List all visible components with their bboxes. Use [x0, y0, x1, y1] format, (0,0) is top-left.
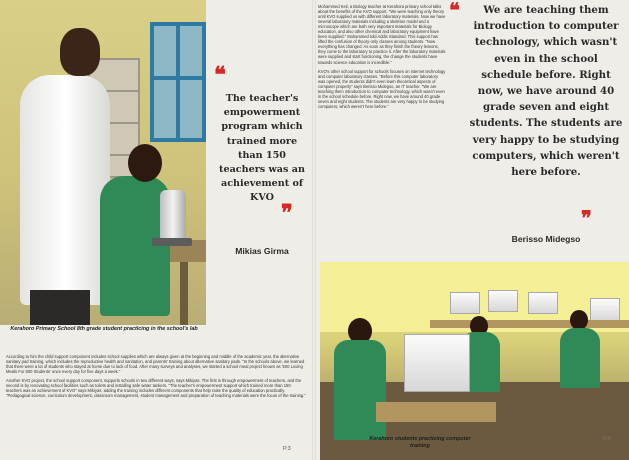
quote-open-icon: ❝	[214, 62, 226, 88]
pull-quote-right: We are teaching them introduction to computer technology, which wasn't even in the school schedule before. Right now, we have around 40 grade seven and eight students. The students are very happy to be studying computers, which weren't here before.	[469, 4, 623, 179]
paragraph: Mohammed Keil, a Biology teacher at Kerahora primary school talks about the benefits of the KVO support. "We were teaching only theory until KVO supplied us with different laboratory materials. Now we have several laboratory materials including a skeleton model and a microscope which are both very important materials for Biology education, and also other chemical and laboratory equipment have been supplied." Mohammed told Addis Standard. This support has lifted the confusion of theory-only classes among students. "Now everything has changed. As soon as they finish the theory lessons, they come to the laboratory to practice it. After the laboratory materials were supplied and start functioning, the change the students have towards science education is incredible."	[318, 4, 446, 65]
computer-lab-photo	[320, 262, 629, 460]
paragraph: According to him the child support component includes school supplies which are always given at the beginning and middle of the academic year, the alternative sanitary pad training, which includes the reproductive health and sanitation, and parents' training about alternative sanitary pads. "In the schools above, we learned that there were a lot of students who stayed at home due to lack of food. After many surveys and analyses, we started a school meal project known as '500 Loving Meals For 500 Students' once every day for five days a week."	[6, 354, 305, 375]
quote-author-left: Mikias Girma	[235, 246, 289, 256]
paragraph: KVO's other school support for schools focuses on internet technology and computer laboratory classes. "Before this computer laboratory was opened, the students didn't even learn theoretical aspects of computer properly" says Berisso Midegso, an IT teacher. "We are teaching them introduction to computer technology, which wasn't even in the school schedule before. Right now, we have around 40 grade seven and eight students. The students are very happy to be studying computers, which weren't here before."	[318, 68, 446, 109]
page-number-right: P.4	[603, 436, 611, 442]
quote-close-icon: ❞	[581, 206, 592, 230]
page-gutter	[312, 0, 316, 460]
pull-quote-left: The teacher's empowerment program which trained more than 150 teachers was an achievement of KVO	[219, 93, 305, 204]
page-number-left: P.3	[283, 446, 291, 452]
quote-author-right: Berisso Midegso	[511, 234, 581, 244]
paragraph: Another KVO project, the school support component, supports schools in two different ways, says Mikiyas. The first is through empowerment of teachers, and the second is by renovating school facilities such as toilets and installing safe water tankers. "The teacher's empowerment support which trained more than 150 teachers was an achievement of KVO" says Mikiyas, adding the training includes different components that help raise the quality of education practically. "Pedagogical science, curriculum development, classroom management, student management and preparation of teaching materials were the focus of the training."	[6, 378, 306, 399]
computer-photo-caption: Kerahoro students practicing computer training	[369, 436, 471, 449]
lab-photo-caption: Kerahoro Primary School 8th grade student practicing in the school's lab	[10, 326, 198, 332]
quote-open-icon: ❝	[449, 0, 460, 22]
body-text-right	[318, 4, 446, 113]
quote-close-icon: ❞	[281, 200, 293, 226]
lab-photo	[0, 0, 206, 325]
teacher-figure	[20, 75, 110, 305]
body-text-left	[6, 354, 306, 402]
computer-monitor	[404, 334, 470, 392]
